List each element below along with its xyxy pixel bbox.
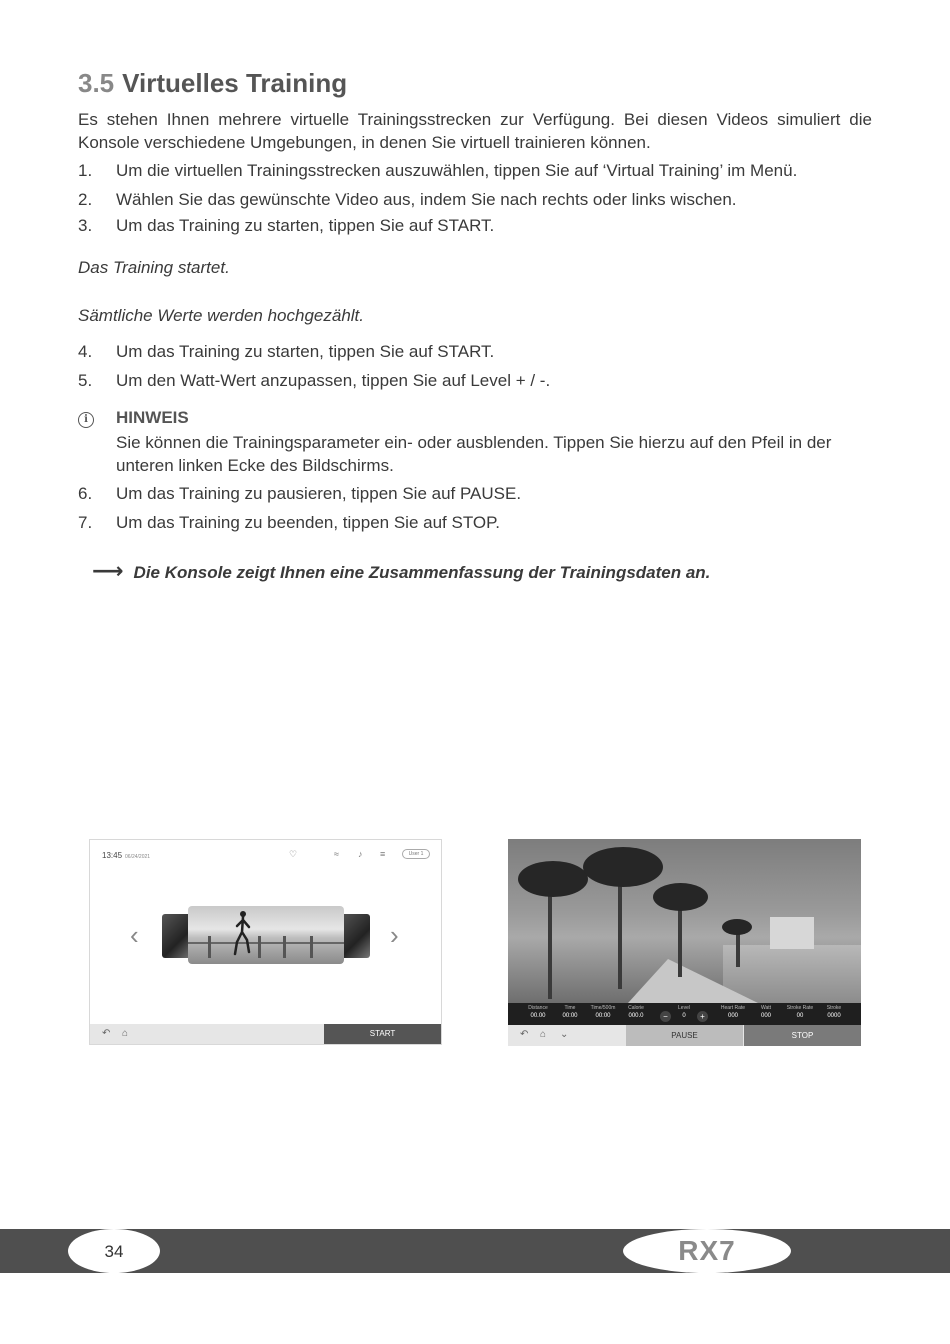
palm-fronds [583, 847, 663, 887]
section-heading [78, 68, 347, 99]
settings-sliders-icon[interactable]: ≡ [380, 849, 386, 859]
video-selection-screen [89, 839, 442, 1045]
note-title: HINWEIS [116, 408, 189, 427]
rail-post [283, 936, 286, 958]
step-text: Um das Training zu starten, tippen Sie auf START. [116, 342, 495, 361]
home-icon[interactable]: ⌂ [122, 1028, 129, 1039]
final-result [92, 558, 710, 584]
back-icon[interactable]: ↶ [520, 1029, 529, 1040]
step-number: 4. [78, 342, 93, 361]
intro-paragraph: Es stehen Ihnen mehrere virtuelle Trainingsstrecken zur Verfügung. Bei diesen Videos simuliert die Konsole verschiedene Umgebungen, in denen Sie virtuell trainieren können. [78, 110, 872, 152]
stat-time-500m: Time/500m 00:00 [590, 1005, 616, 1019]
step-text: Um das Training zu pausieren, tippen Sie auf PAUSE. [116, 484, 522, 503]
section-number: 3.5 [78, 68, 115, 98]
chevron-down-icon[interactable]: ⌄ [560, 1029, 569, 1040]
stat-time: Time 00:00 [562, 1005, 578, 1019]
stat-watt: Watt 000 [760, 1005, 772, 1019]
step-number: 2. [78, 190, 93, 209]
rail-post [310, 936, 313, 958]
level-minus-button[interactable]: − [660, 1011, 671, 1022]
training-screen [508, 839, 861, 1046]
clock [102, 851, 150, 860]
stat-stroke-rate: Stroke Rate 00 [786, 1005, 814, 1019]
info-icon: i [78, 412, 94, 428]
brand-logo: RX7 [678, 1235, 736, 1266]
chevron-right-icon[interactable]: › [390, 920, 399, 950]
step-text: Um das Training zu starten, tippen Sie auf START. [116, 216, 495, 235]
step-number: 7. [78, 513, 93, 532]
step-number: 3. [78, 216, 93, 235]
chevron-left-icon[interactable]: ‹ [130, 920, 139, 950]
stat-distance: Distance 00.00 [528, 1005, 548, 1019]
step-text: Um den Watt-Wert anzupassen, tippen Sie auf Level + / -. [116, 371, 551, 390]
step-text: Um die virtuellen Trainingsstrecken auszuwählen, tippen Sie auf ‘Virtual Training’ im Menü. [116, 161, 798, 180]
video-thumbnail-right[interactable] [340, 914, 370, 958]
step-text: Um das Training zu beenden, tippen Sie auf STOP. [116, 513, 501, 532]
stop-button[interactable]: STOP [744, 1025, 861, 1046]
runner-figure [233, 910, 251, 956]
palm-trunk [618, 869, 622, 989]
step-number: 5. [78, 371, 93, 390]
page-number: 34 [104, 1242, 124, 1261]
bottom-bar [508, 1025, 861, 1046]
stat-calorie: Calorie 000.0 [628, 1005, 644, 1019]
result-text: Das Training startet. [78, 258, 230, 277]
level-plus-button[interactable]: + [697, 1011, 708, 1022]
home-icon[interactable]: ⌂ [540, 1029, 547, 1040]
stat-heart-rate: Heart Rate 000 [720, 1005, 746, 1019]
rail-line [188, 942, 344, 944]
rail-post [258, 936, 261, 958]
note-text: Sie können die Trainingsparameter ein- oder ausblenden. Tippen Sie hierzu auf den Pfeil in der unteren linken Ecke des Bildschirms. [116, 433, 832, 475]
pause-button[interactable]: PAUSE [626, 1025, 743, 1046]
back-icon[interactable]: ↶ [102, 1028, 111, 1039]
final-result-text: Die Konsole zeigt Ihnen eine Zusammenfassung der Trainingsdaten an. [133, 563, 711, 582]
section-title: Virtuelles Training [122, 68, 348, 98]
video-background [508, 839, 861, 1003]
palm-fronds [518, 861, 588, 897]
step-number: 1. [78, 161, 93, 180]
step-text: Wählen Sie das gewünschte Video aus, indem Sie nach rechts oder links wischen. [116, 190, 737, 209]
stat-stroke: Stroke 0000 [826, 1005, 842, 1019]
clock-date: 06/24/2021 [125, 854, 151, 860]
step-number: 6. [78, 484, 93, 503]
user-badge[interactable]: User 1 [402, 849, 430, 859]
training-stats-bar [508, 1003, 861, 1025]
result-text: Sämtliche Werte werden hochgezählt. [78, 306, 365, 325]
video-thumbnail-selected[interactable] [188, 906, 344, 964]
palm-fronds [653, 883, 708, 911]
volume-icon[interactable]: ♪ [358, 849, 363, 859]
palm-trunk [548, 879, 552, 999]
arrow-right-icon: ⟶ [92, 558, 124, 583]
clock-time: 13:45 [102, 851, 123, 860]
wifi-icon[interactable]: ≈ [334, 849, 339, 859]
palm-fronds [722, 919, 752, 935]
rail-post [208, 936, 211, 958]
start-button[interactable]: START [324, 1024, 441, 1044]
bottom-bar [90, 1024, 441, 1044]
heart-icon[interactable]: ♡ [289, 849, 298, 859]
stat-level: Level 0 [678, 1005, 690, 1019]
building [770, 917, 814, 949]
